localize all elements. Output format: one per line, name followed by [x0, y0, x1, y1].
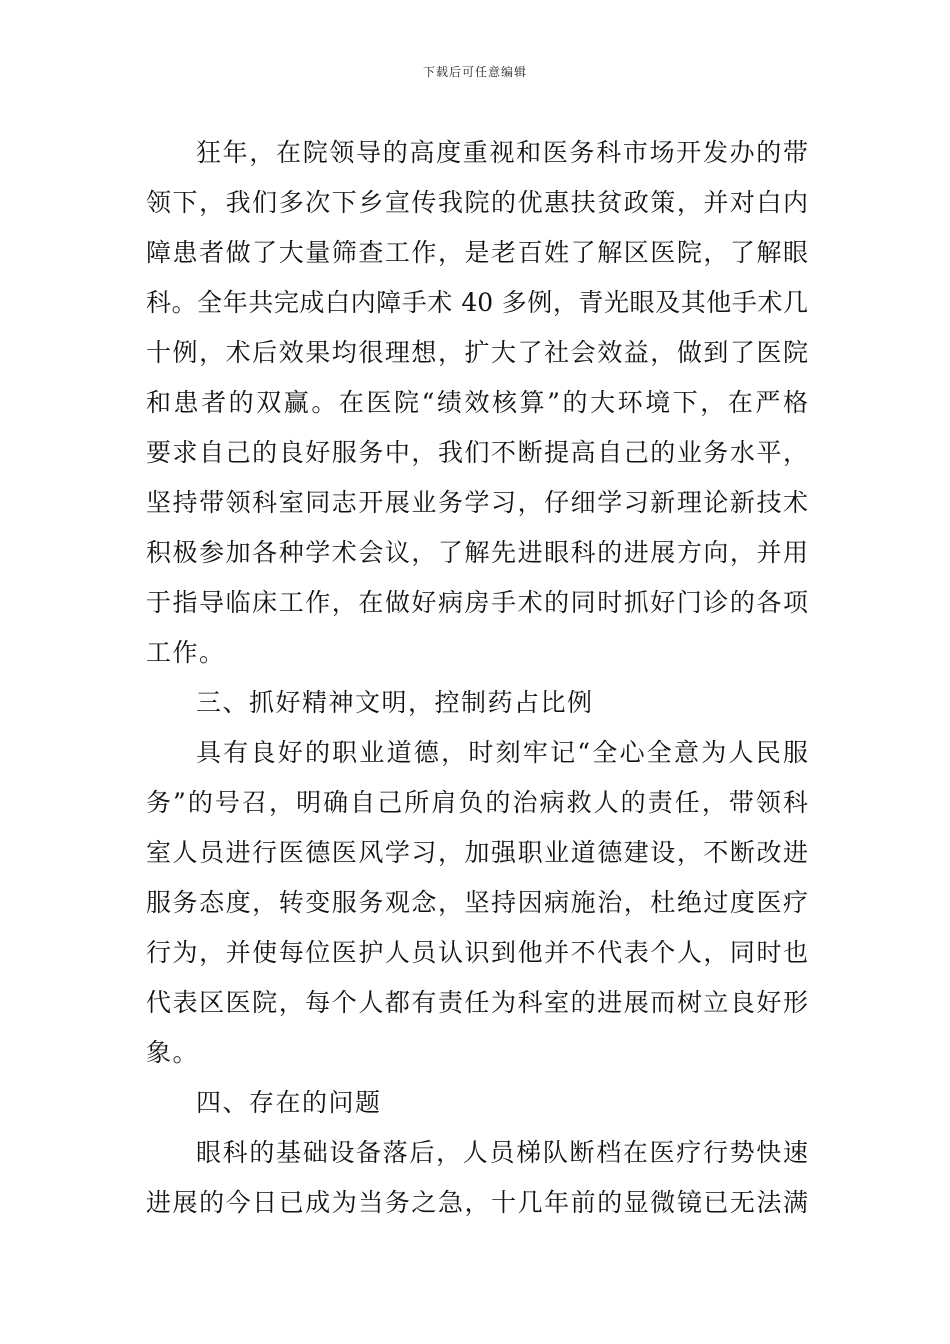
paragraph-line: 代表区医院，每个人都有责任为科室的进展而树立良好形 — [146, 988, 808, 1017]
body-text — [146, 128, 808, 1228]
paragraph-line: 行为，并使每位医护人员认识到他并不代表个人，同时也 — [146, 938, 808, 967]
paragraph-line: 障患者做了大量筛查工作，是老百姓了解区医院，了解眼 — [146, 238, 808, 267]
paragraph-line: 积极参加各种学术会议，了解先进眼科的进展方向，并用 — [146, 538, 808, 567]
paragraph-line: 服务态度，转变服务观念，坚持因病施治，杜绝过度医疗 — [146, 888, 808, 917]
paragraph-line: 十例，术后效果均很理想，扩大了社会效益，做到了医院 — [146, 338, 808, 367]
paragraph-line: 具有良好的职业道德，时刻牢记“全心全意为人民服 — [196, 738, 808, 767]
paragraph-line: 坚持带领科室同志开展业务学习，仔细学习新理论新技术 — [146, 488, 808, 517]
paragraph-line: 工作。 — [146, 638, 226, 667]
paragraph-line: 于指导临床工作，在做好病房手术的同时抓好门诊的各项 — [146, 588, 808, 617]
header-note: 下载后可任意编辑 — [422, 65, 527, 79]
paragraph-line: 眼科的基础设备落后，人员梯队断档在医疗行势快速 — [196, 1138, 808, 1167]
paragraph-line: 进展的今日已成为当务之急，十几年前的显微镜已无法满 — [146, 1188, 808, 1217]
section-heading: 四、存在的问题 — [196, 1088, 382, 1117]
paragraph-line: 领下，我们多次下乡宣传我院的优惠扶贫政策，并对白内 — [146, 188, 808, 217]
paragraph-line: 和患者的双赢。在医院“绩效核算”的大环境下，在严格 — [146, 388, 808, 417]
paragraph-line: 狂年，在院领导的高度重视和医务科市场开发办的带 — [196, 138, 808, 167]
paragraph-line: 务”的号召，明确自己所肩负的治病救人的责任，带领科 — [146, 788, 808, 817]
paragraph-line: 象。 — [146, 1038, 200, 1067]
paragraph-line: 要求自己的良好服务中，我们不断提高自己的业务水平， — [146, 438, 808, 467]
section-heading: 三、抓好精神文明，控制药占比例 — [196, 688, 594, 717]
paragraph-line: 室人员进行医德医风学习，加强职业道德建设，不断改进 — [146, 838, 808, 867]
paragraph-line: 科。全年共完成白内障手术 40 多例，青光眼及其他手术几 — [146, 288, 808, 317]
